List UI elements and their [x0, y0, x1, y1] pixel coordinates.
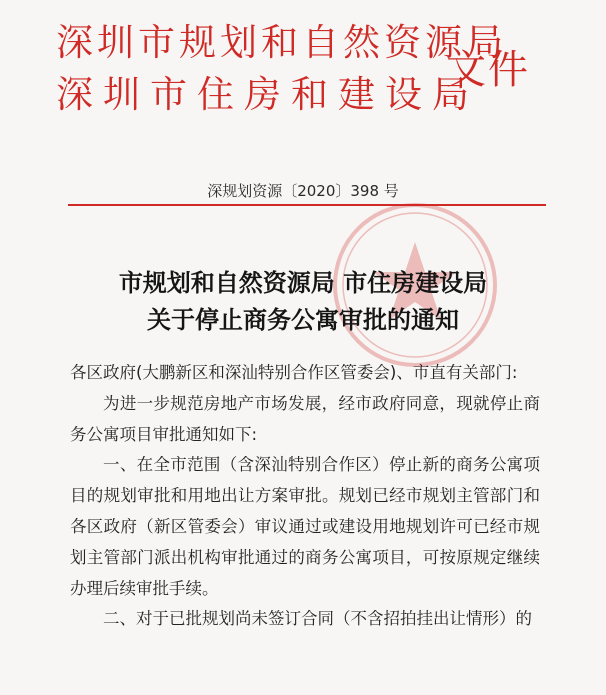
intro-paragraph: 为进一步规范房地产市场发展，经市政府同意，现就停止商务公寓项目审批通知如下:: [70, 393, 540, 444]
document-body: [70, 358, 540, 635]
item-1-paragraph: 一、在全市范围（含深汕特别合作区）停止新的商务公寓项目的规划审批和用地出让方案审批。规划已经市规划主管部门和各区政府（新区管委会）审议通过或建设用地规划许可已经市规划主管部门派出机构审批通过的商务公寓项目，可按原规定继续办理后续审批手续。: [70, 455, 540, 598]
issuer-line-1: 深圳市规划和自然资源局: [56, 21, 507, 64]
item-2-paragraph: 二、对于已批规划尚未签订合同（不含招拍挂出让情形）的: [103, 609, 532, 629]
doc-word: 文件: [446, 47, 530, 93]
red-header: [0, 0, 606, 130]
title-line-1: 市规划和自然资源局 市住房建设局: [118, 268, 488, 297]
title-line-2: 关于停止商务公寓审批的通知: [147, 305, 459, 334]
addressee: 各区政府(大鹏新区和深汕特别合作区管委会)、市直有关部门:: [70, 363, 518, 382]
issuer-line-2: 深圳市住房和建设局: [56, 73, 479, 116]
document-number: 深规划资源〔2020〕398 号: [207, 182, 399, 200]
